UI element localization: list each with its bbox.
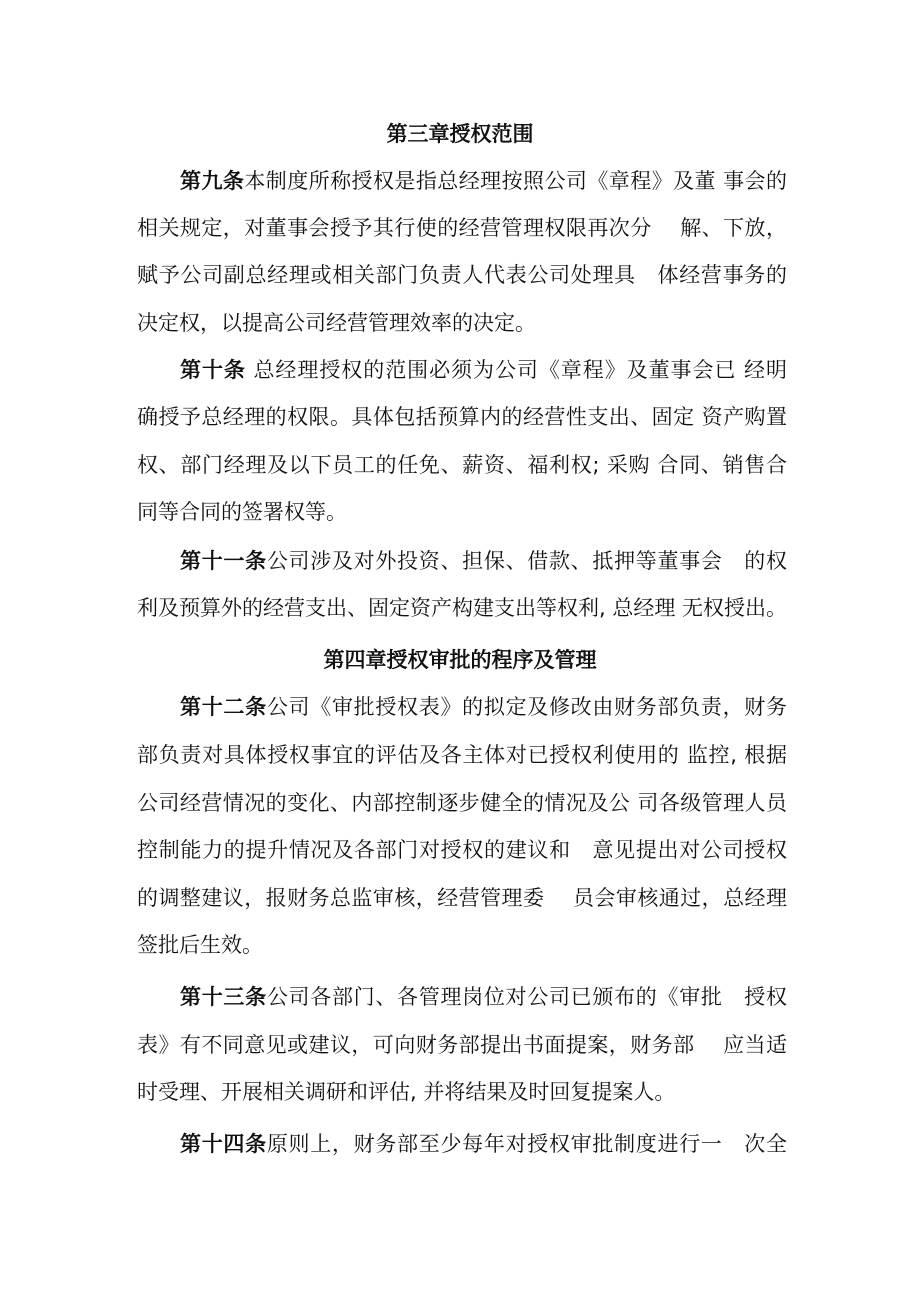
article-11-line-1 <box>180 546 787 576</box>
chapter-3-title: 第三章授权范围 <box>386 122 534 146</box>
article-9-label: 第九条 <box>180 169 245 193</box>
article-9-line-4: 决定权，以提高公司经营管理效率的决定。 <box>137 311 536 335</box>
article-10-line-1 <box>180 355 787 385</box>
article-12-line-6: 签批后生效。 <box>137 933 263 957</box>
article-13-label: 第十三条 <box>180 985 267 1009</box>
article-14-text-1: 原则上，财务部至少每年对授权审批制度进行一 次全 <box>266 1132 788 1156</box>
article-10-line-4: 同等合同的签署权等。 <box>137 500 347 524</box>
article-10-text-1: 总经理授权的范围必须为公司《章程》及董事会已 经明 <box>245 358 787 382</box>
article-11-text-1: 公司涉及对外投资、担保、借款、抵押等董事会 的权 <box>266 549 788 573</box>
article-10-line-3: 权、部门经理及以下员工的任免、薪资、福利权; 采购 合同、销售合 <box>137 453 787 477</box>
article-13-line-3: 时受理、开展相关调研和评估, 并将结果及时回复提案人。 <box>137 1080 676 1104</box>
chapter-4-title: 第四章授权审批的程序及管理 <box>323 648 597 672</box>
article-12-line-3: 公司经营情况的变化、内部控制逐步健全的情况及公 司各级管理人员 <box>137 791 787 815</box>
article-13-text-1: 公司各部门、各管理岗位对公司已颁布的《审批 授权 <box>266 985 788 1009</box>
article-13-line-2: 表》有不同意见或建议，可向财务部提出书面提案，财务部 应当适 <box>137 1033 787 1057</box>
article-10-label: 第十条 <box>180 358 246 382</box>
article-10-line-2: 确授予总经理的权限。具体包括预算内的经营性支出、固定 资产购置 <box>137 405 787 429</box>
article-14-line-1 <box>180 1129 787 1159</box>
article-12-line-4: 控制能力的提升情况及各部门对授权的建议和 意见提出对公司授权 <box>137 838 787 862</box>
article-11-label: 第十一条 <box>180 549 267 573</box>
article-13-line-1 <box>180 982 787 1012</box>
article-11-line-2: 利及预算外的经营支出、固定资产构建支出等权利, 总经理 无权授出。 <box>137 596 788 620</box>
article-12-line-1 <box>180 692 787 722</box>
article-9-line-1 <box>180 166 787 196</box>
article-14-label: 第十四条 <box>180 1132 267 1156</box>
article-12-label: 第十二条 <box>180 695 267 719</box>
article-9-line-2: 相关规定，对董事会授予其行使的经营管理权限再次分 解、下放， <box>137 216 787 240</box>
article-12-text-1: 公司《审批授权表》的拟定及修改由财务部负责，财务 <box>266 695 788 719</box>
article-9-text-1: 本制度所称授权是指总经理按照公司《章程》及董 事会的 <box>244 169 787 193</box>
article-12-line-2: 部负责对具体授权事宜的评估及各主体对已授权利使用的 监控, 根据 <box>137 743 787 767</box>
article-12-line-5: 的调整建议，报财务总监审核，经营管理委 员会审核通过，总经理 <box>137 886 787 910</box>
article-9-line-3: 赋予公司副总经理或相关部门负责人代表公司处理具 体经营事务的 <box>137 263 787 287</box>
